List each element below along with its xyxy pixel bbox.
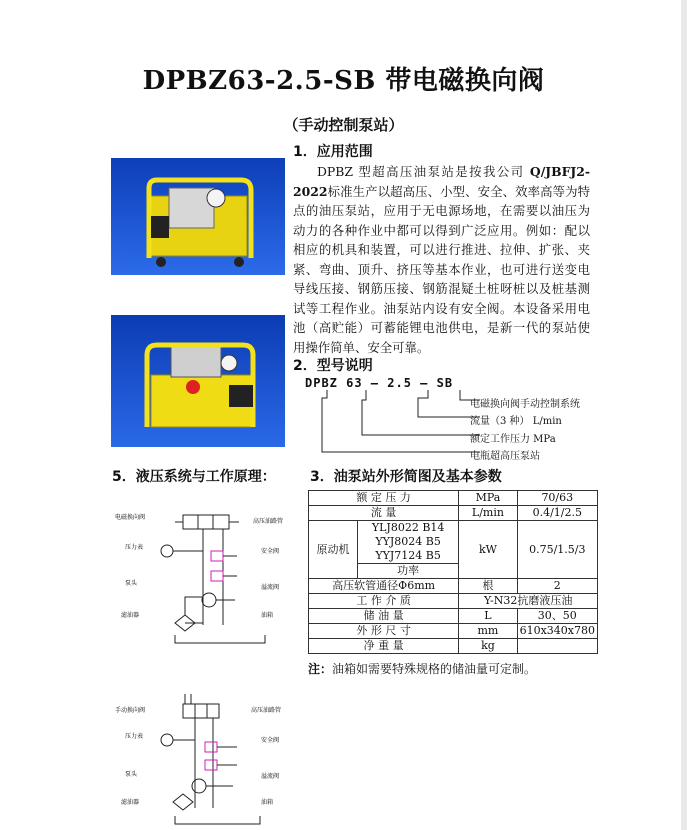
diagram-label: 油箱	[261, 799, 274, 806]
section-5-heading: 5．液压系统与工作原理：	[112, 469, 276, 485]
hydraulic-diagram-2	[115, 690, 305, 825]
model-legend-lines	[300, 390, 480, 460]
section-3-heading: 3．油泵站外形简图及基本参数	[310, 469, 502, 485]
param-value: 610x340x780	[517, 624, 597, 639]
motor-value: 0.75/1.5/3	[517, 521, 597, 579]
param-unit: 根	[459, 579, 517, 594]
section-1-text	[293, 162, 590, 357]
table-row	[309, 594, 598, 609]
motor-model: YYJ8024 B5	[375, 535, 441, 548]
motor-cell	[309, 521, 459, 579]
table-row	[309, 579, 598, 594]
diagram-label: 溢流阀	[261, 773, 280, 780]
spec-table	[308, 490, 598, 654]
param-unit: mm	[459, 624, 517, 639]
diagram-label: 压力表	[125, 733, 144, 740]
hydraulic-diagram-1	[115, 505, 305, 645]
note	[308, 660, 536, 677]
legend-item: 额定工作压力 MPa	[470, 434, 556, 445]
section-1-text-a: DPBZ 型超高压油泵站是按我公司	[317, 164, 525, 179]
legend-item: 电瓶超高压泵站	[470, 451, 540, 462]
motor-label: 原动机	[309, 521, 358, 578]
product-photo-2	[111, 315, 285, 447]
diagram-label: 安全阀	[261, 737, 280, 744]
param-unit: L/min	[459, 506, 517, 521]
param-value: 0.4/1/2.5	[517, 506, 597, 521]
section-1-text-b: 标准生产以超高压、小型、安全、效率高等为特点的油压泵站，应用于无电源场地，在需要以油压为动力的各种作业中都可以得到广泛应用。例如：配以相应的机具和装置，可以进行推进、拉伸、扩张、夹紧、弯曲、顶升、挤压等基本作业，也可进行送变电导线压接、钢筋压接、钢筋混疑土桩呀桩以及桩基测试等工程作业。油泵站内设有安全阀。本设备采用电池（高贮能）可蓄能锂电池供电，是新一代的泵站使用操作简单、安全可靠。	[293, 183, 590, 355]
param-name: 流 量	[309, 506, 459, 521]
section-2-heading: 2．型号说明	[293, 358, 373, 374]
diagram-label: 手动换向阀	[115, 707, 146, 714]
param-name: 外 形 尺 寸	[309, 624, 459, 639]
param-name: 高压软管通径Φ6mm	[309, 579, 459, 594]
param-name: 净 重 量	[309, 639, 459, 654]
table-row	[309, 506, 598, 521]
motor-subtable	[309, 521, 458, 578]
diagram-label: 溢流阀	[261, 584, 280, 591]
table-row	[309, 609, 598, 624]
param-value	[517, 639, 597, 654]
note-prefix: 注：	[308, 662, 333, 676]
diagram-label: 滤油器	[121, 612, 140, 619]
param-name: 储 油 量	[309, 609, 459, 624]
diagram-label: 滤油器	[121, 799, 140, 806]
table-row	[309, 639, 598, 654]
diagram-label: 安全阀	[261, 548, 280, 555]
motor-model: YLJ8022 B14	[371, 521, 445, 534]
param-value: 30、50	[517, 609, 597, 624]
diagram-label: 高压油路管	[253, 518, 284, 525]
diagram-label: 压力表	[125, 544, 144, 551]
diagram-label: 油箱	[261, 612, 274, 619]
product-photo-1	[111, 158, 285, 275]
standard-code: Q/JBFJ2-2022	[293, 164, 590, 199]
legend-item: 流量（3 种） L/min	[470, 416, 562, 427]
param-unit: kg	[459, 639, 517, 654]
diagram-label: 泵头	[125, 580, 138, 587]
param-name: 额 定 压 力	[309, 491, 459, 506]
section-1-heading: 1．应用范围	[293, 144, 373, 160]
motor-unit: kW	[459, 521, 517, 579]
legend-item: 电磁换向阀手动控制系统	[470, 399, 580, 410]
model-code: DPBZ 63 — 2.5 — SB	[305, 376, 454, 390]
param-unit: L	[459, 609, 517, 624]
diagram-label: 电磁换向阀	[115, 514, 146, 521]
param-value: 70/63	[517, 491, 597, 506]
diagram-label: 高压油路管	[251, 707, 282, 714]
page-subtitle: （手动控制泵站）	[283, 116, 404, 134]
param-unit: Y-N32抗磨液压油	[459, 594, 598, 609]
motor-model: YYJ7124 B5	[375, 549, 441, 562]
motor-power-label: 功率	[358, 564, 459, 579]
param-value: 2	[517, 579, 597, 594]
table-row	[309, 521, 598, 579]
diagram-label: 泵头	[125, 771, 138, 778]
table-row	[309, 491, 598, 506]
param-unit: MPa	[459, 491, 517, 506]
note-text: 油箱如需要特殊规格的储油量可定制。	[332, 662, 537, 676]
param-name: 工 作 介 质	[309, 594, 459, 609]
table-row	[309, 624, 598, 639]
page-title: DPBZ63-2.5-SB 带电磁换向阀	[142, 66, 545, 96]
